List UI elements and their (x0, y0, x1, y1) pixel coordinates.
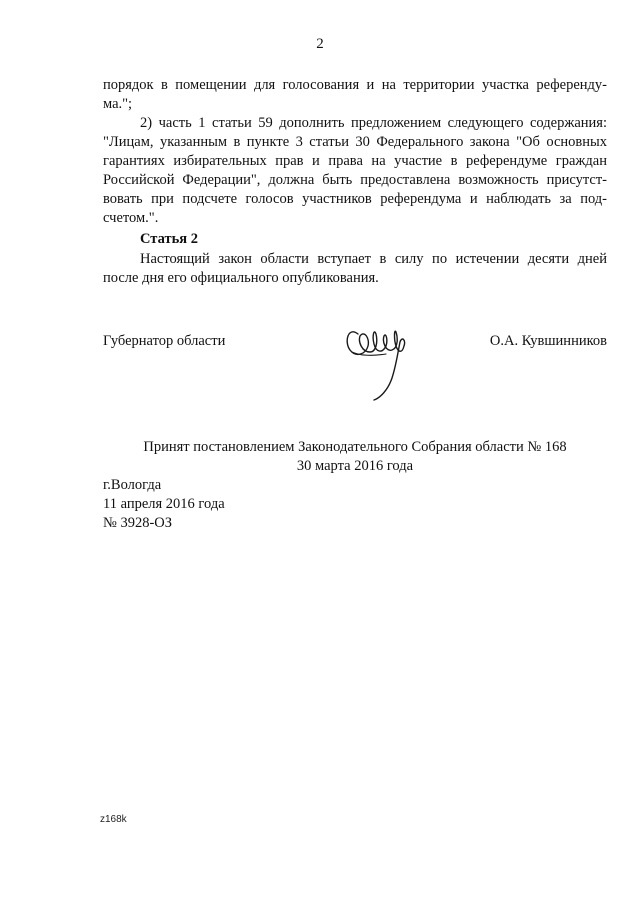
adoption-line-2: 30 марта 2016 года (296, 458, 414, 474)
body-line-7: вовать при подсчете голосов участников референдума и наблюдать за под- (103, 191, 607, 207)
body-line-5: гарантиях избирательных прав и права на участие в референдуме граждан (103, 153, 607, 169)
article-heading: Статья 2 (140, 231, 198, 247)
footer-city: г.Вологда (103, 477, 162, 493)
signer-name: О.А. Кувшинников (489, 333, 607, 349)
footer-date: 11 апреля 2016 года (103, 496, 225, 512)
document-code: z168k (100, 814, 127, 825)
handwritten-signature (340, 312, 420, 412)
body-line-3: 2) часть 1 статьи 59 дополнить предложением следующего содержания: (140, 115, 607, 131)
adoption-line-1: Принят постановлением Законодательного Собрания области № 168 (143, 439, 567, 455)
footer-number: № 3928-ОЗ (103, 515, 173, 531)
page-number: 2 (316, 36, 324, 52)
body-line-2: ма."; (103, 96, 133, 112)
article-line-1: Настоящий закон области вступает в силу по истечении десяти дней (140, 251, 607, 267)
signer-title: Губернатор области (103, 333, 226, 349)
article-line-2: после дня его официального опубликования. (103, 270, 379, 286)
body-line-4: "Лицам, указанным в пункте 3 статьи 30 Федерального закона "Об основных (103, 134, 607, 150)
body-line-6: Российской Федерации", должна быть предоставлена возможность присутст- (103, 172, 607, 188)
body-line-8: счетом.". (103, 210, 159, 226)
body-line-1: порядок в помещении для голосования и на территории участка референду- (103, 77, 607, 93)
